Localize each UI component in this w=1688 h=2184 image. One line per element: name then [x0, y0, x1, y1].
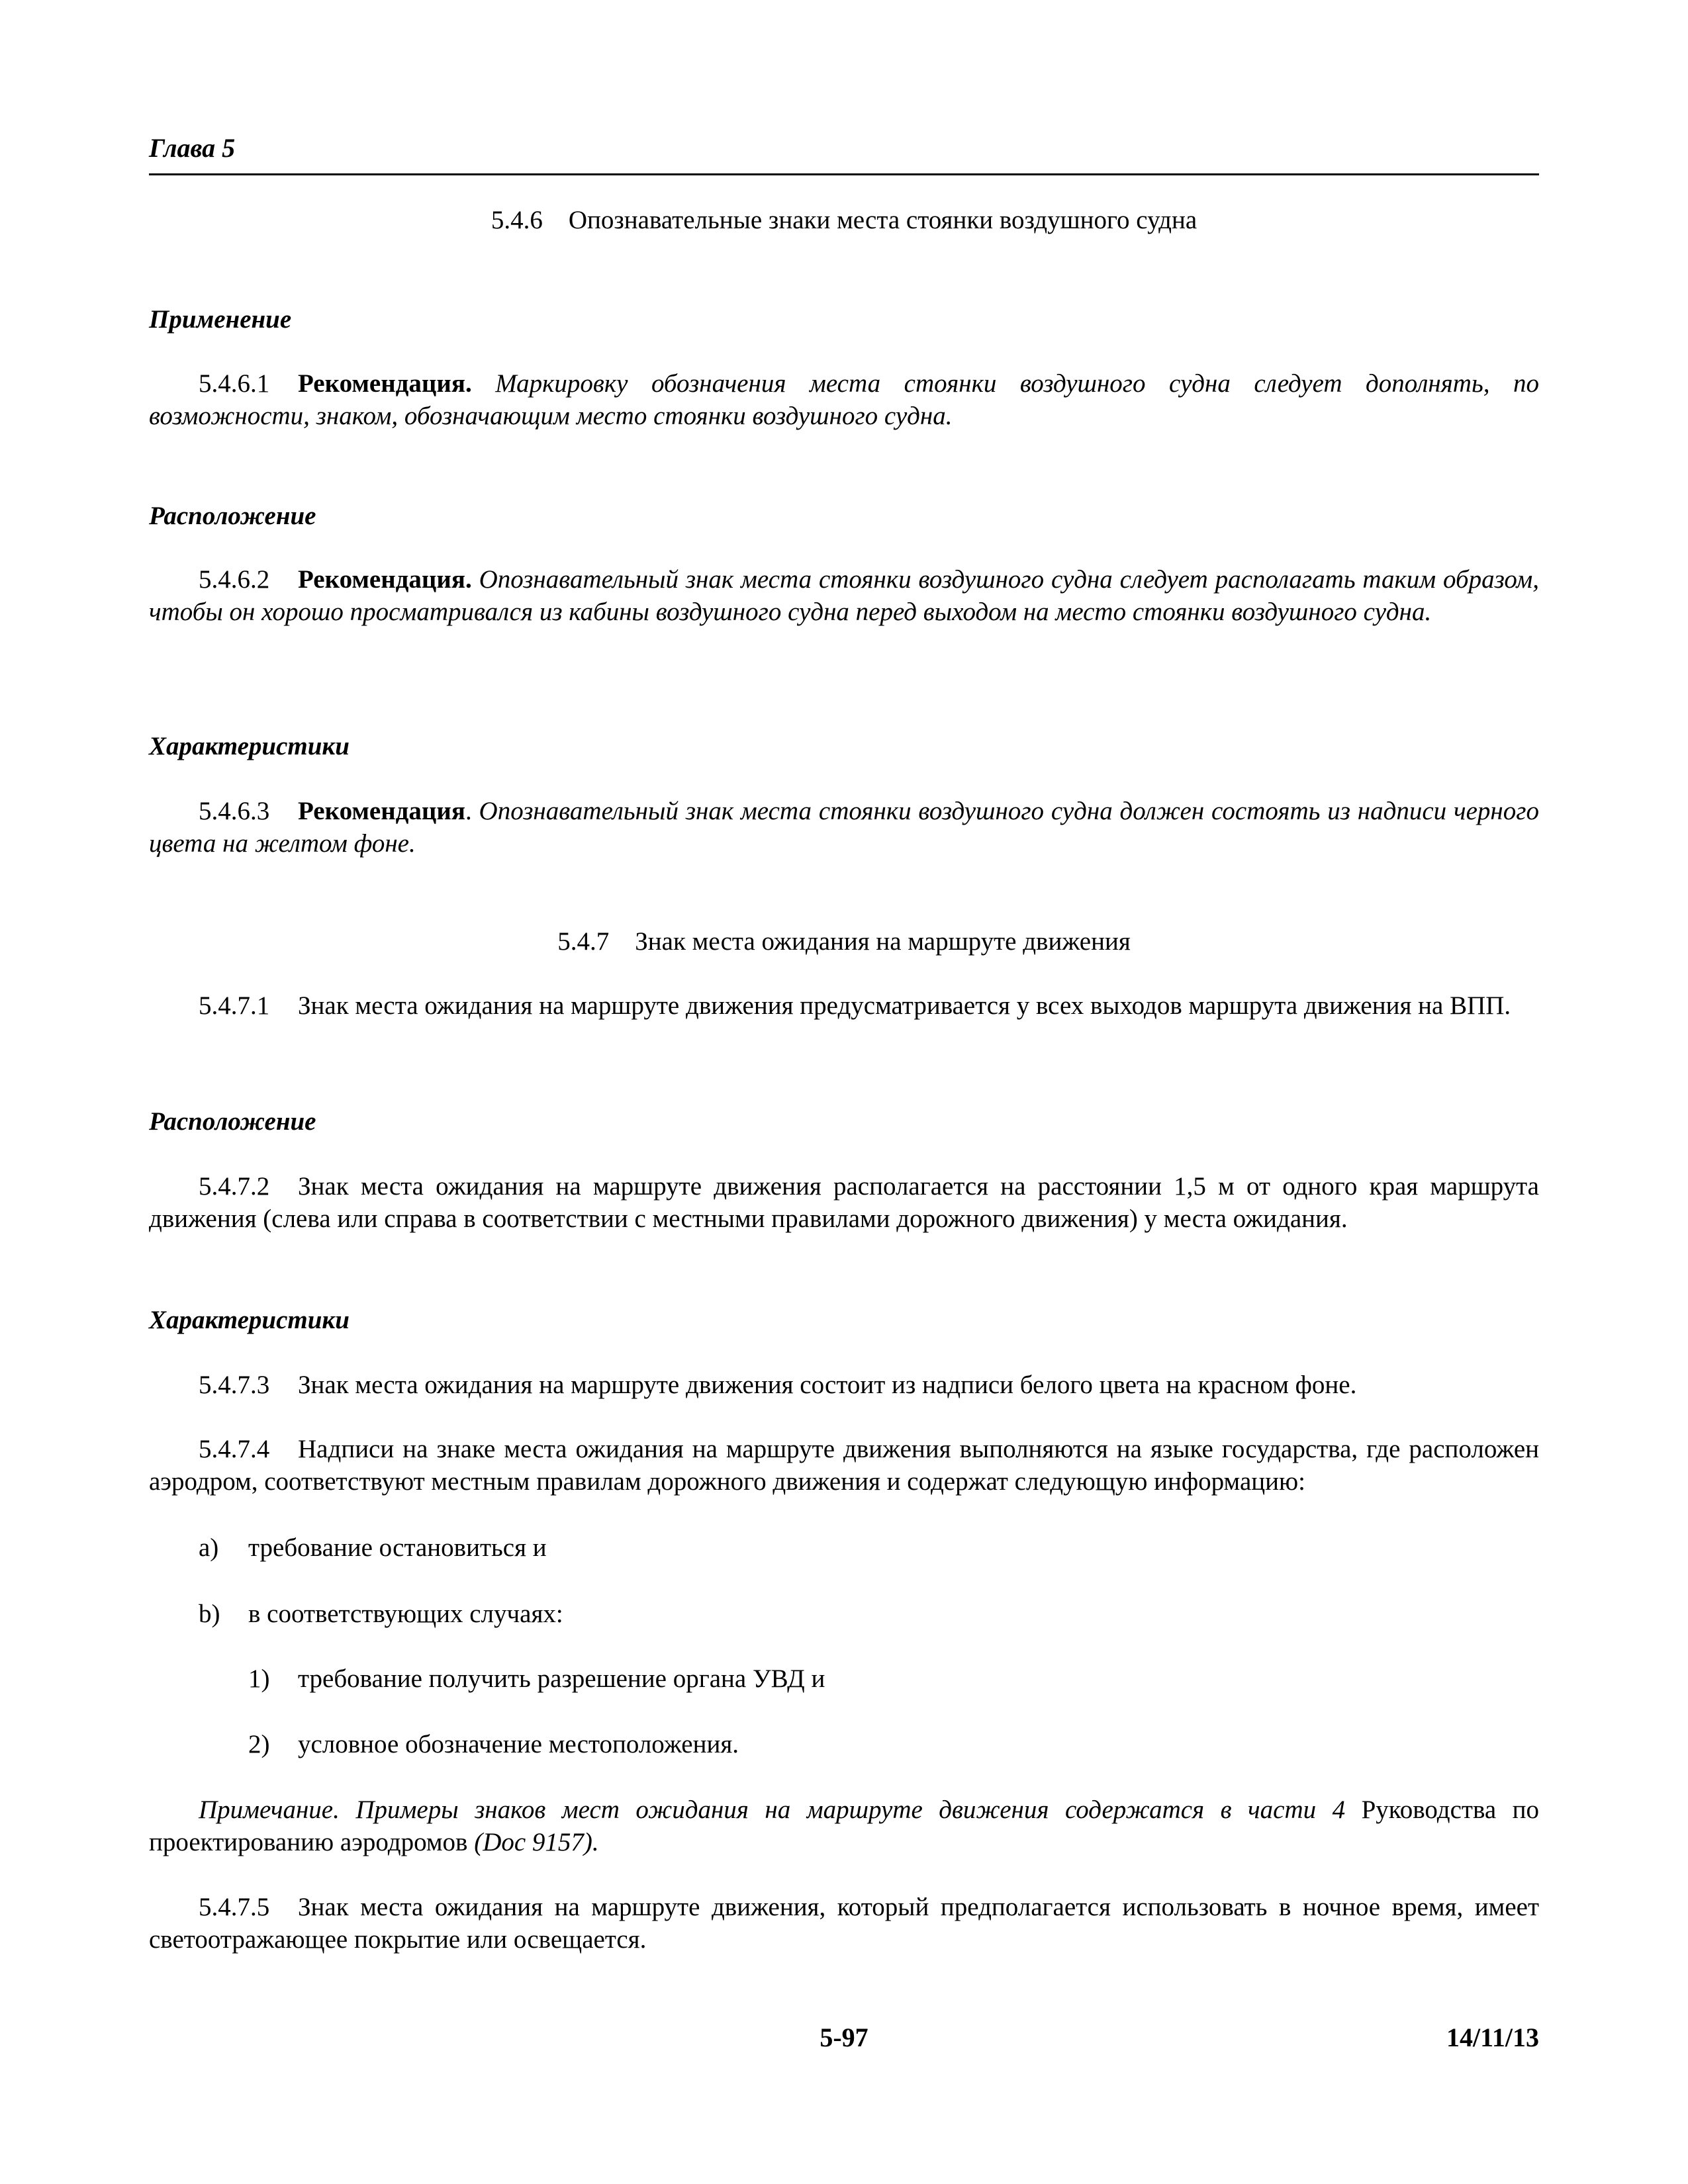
- note-italic-text: Примечание. Примеры знаков мест ожидания на маршруте движения содержатся в части 4: [199, 1796, 1346, 1824]
- paragraph-text: Знак места ожидания на маршруте движения, который предполагается использовать в ночное время, имеет светоотражающее покрытие или освещается.: [149, 1893, 1539, 1954]
- paragraph-number: 5.4.7.4: [199, 1435, 270, 1463]
- paragraph-5-4-7-1: [149, 989, 1539, 1022]
- list-item-1: [248, 1662, 1539, 1695]
- section-title-text: Знак места ожидания на маршруте движения: [635, 927, 1131, 956]
- paragraph-5-4-7-5: [149, 1891, 1539, 1956]
- subheading-location: Расположение: [149, 502, 316, 530]
- paragraph-number: 5.4.7.2: [199, 1172, 270, 1201]
- recommendation-label: Рекомендация.: [298, 565, 472, 594]
- list-text: в соответствующих случаях:: [248, 1600, 563, 1628]
- paragraph-text: Опознавательный знак места стоянки воздушного судна должен состоять из надписи черного цвета на желтом фоне.: [149, 797, 1539, 858]
- paragraph-number: 5.4.6.3: [199, 797, 270, 825]
- subheading-application: Применение: [149, 305, 292, 334]
- paragraph-number: 5.4.6.1: [199, 369, 270, 398]
- paragraph-text: Маркировку обозначения места стоянки воздушного судна следует дополнять, по возможности, знаком, обозначающим место стоянки воздушного судна.: [149, 369, 1540, 430]
- running-head-chapter: Глава 5: [149, 133, 236, 163]
- paragraph-5-4-6-3: [149, 795, 1539, 860]
- paragraph-5-4-7-2: [149, 1170, 1539, 1235]
- list-label: 2): [248, 1730, 270, 1758]
- label-period: .: [465, 797, 472, 825]
- subheading-location: Расположение: [149, 1107, 316, 1136]
- paragraph-text: Знак места ожидания на маршруте движения состоит из надписи белого цвета на красном фоне.: [298, 1371, 1357, 1399]
- footer-page-number: 5-97: [820, 2023, 868, 2052]
- list-text: требование получить разрешение органа УВД и: [298, 1664, 825, 1693]
- footer-date: 14/11/13: [1446, 2023, 1539, 2052]
- recommendation-label: Рекомендация: [298, 797, 465, 825]
- paragraph-text: Знак места ожидания на маршруте движения предусматривается у всех выходов маршрута движения на ВПП.: [298, 991, 1511, 1020]
- header-rule: [149, 173, 1539, 175]
- paragraph-number: 5.4.7.3: [199, 1371, 270, 1399]
- list-label: a): [199, 1533, 219, 1562]
- section-title-text: Опознавательные знаки места стоянки воздушного судна: [568, 206, 1197, 234]
- list-text: условное обозначение местоположения.: [298, 1730, 739, 1758]
- section-number: 5.4.6: [491, 206, 543, 234]
- note-doc-reference: (Doc 9157).: [474, 1828, 599, 1856]
- list-label: b): [199, 1600, 220, 1628]
- list-item-a: [199, 1531, 1539, 1564]
- paragraph-5-4-6-1: [149, 367, 1539, 432]
- paragraph-number: 5.4.6.2: [199, 565, 270, 594]
- paragraph-number: 5.4.7.5: [199, 1893, 270, 1921]
- paragraph-5-4-6-2: [149, 563, 1539, 628]
- note-paragraph: [149, 1794, 1539, 1858]
- paragraph-5-4-7-3: [149, 1369, 1539, 1401]
- paragraph-text: Опознавательный знак места стоянки воздушного судна следует располагать таким образом, чтобы он хорошо просматривался из кабины воздушного судна перед выходом на место стоянки воздушного судна.: [149, 565, 1540, 626]
- list-item-b: [199, 1598, 1539, 1630]
- subheading-characteristics: Характеристики: [149, 1306, 350, 1334]
- list-text: требование остановиться и: [248, 1533, 547, 1562]
- section-title-5-4-6: [149, 204, 1539, 236]
- section-title-5-4-7: [149, 925, 1539, 958]
- recommendation-label: Рекомендация.: [298, 369, 472, 398]
- subheading-characteristics: Характеристики: [149, 732, 350, 760]
- paragraph-5-4-7-4: [149, 1433, 1539, 1498]
- paragraph-text: Знак места ожидания на маршруте движения располагается на расстоянии 1,5 м от одного края маршрута движения (слева или справа в соответствии с местными правилами дорожного движения) у места ожидания.: [149, 1172, 1539, 1233]
- paragraph-number: 5.4.7.1: [199, 991, 270, 1020]
- list-item-2: [248, 1728, 1539, 1760]
- section-number: 5.4.7: [557, 927, 610, 956]
- list-label: 1): [248, 1664, 270, 1693]
- paragraph-text: Надписи на знаке места ожидания на маршруте движения выполняются на языке государства, где расположен аэродром, соответствуют местным правилам дорожного движения и содержат следующую информацию:: [149, 1435, 1539, 1496]
- note-regular-text: Руководства по проектированию аэродромов: [149, 1796, 1539, 1856]
